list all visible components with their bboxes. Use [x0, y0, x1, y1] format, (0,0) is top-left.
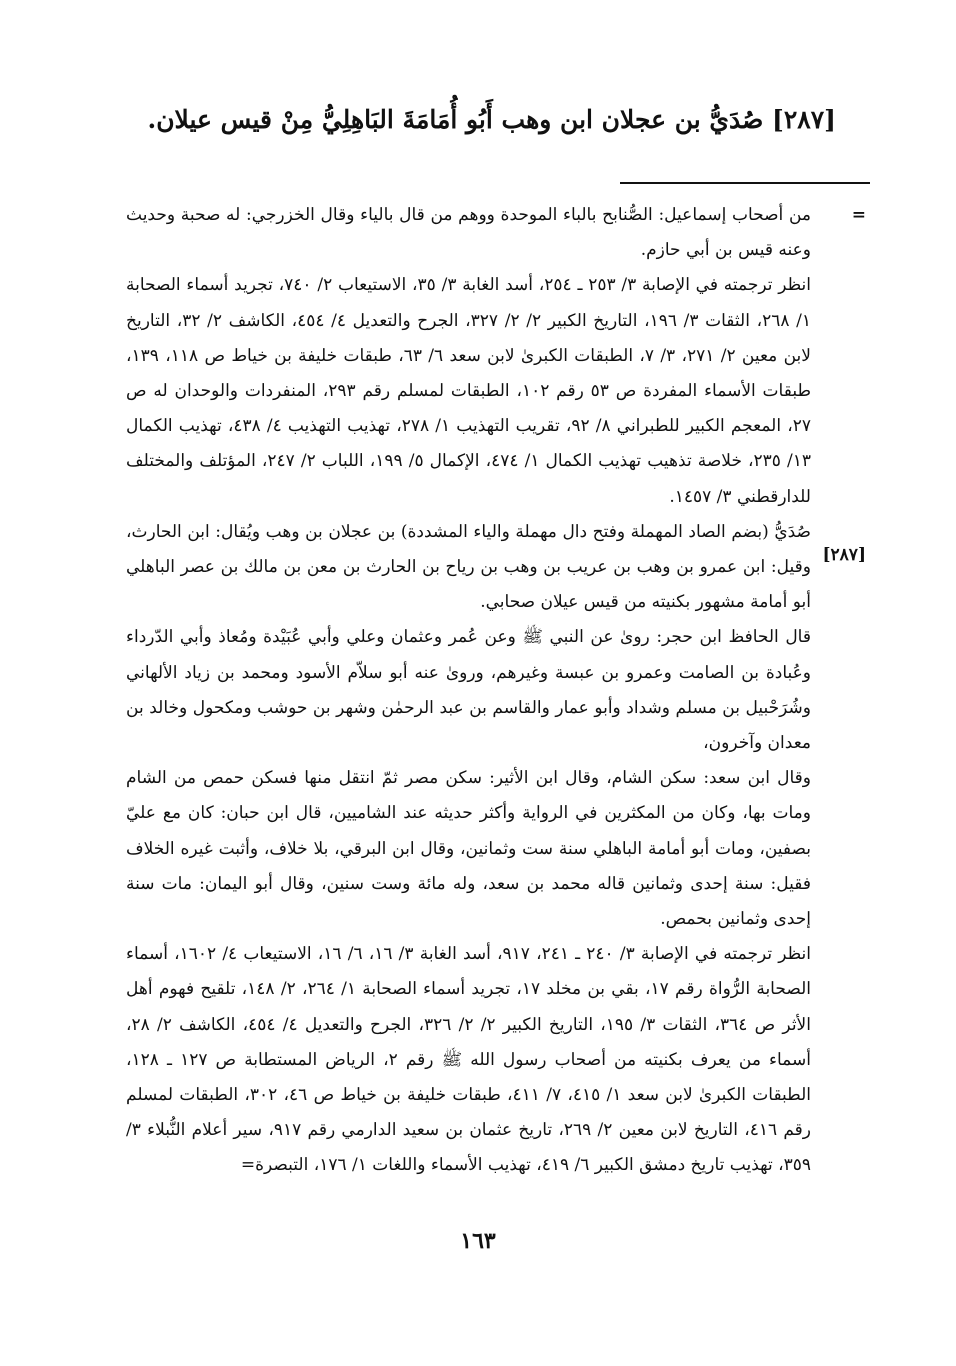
- footnote-paragraph: من أصحاب إسماعيل: الصُّنابح بالباء الموحدة ووهم من قال بالياء وقال الخزرجي: له صحبة وحديث وعنه قيس بن أبي حازم.: [126, 205, 811, 261]
- entry-paragraph: وقال ابن سعد: سكن الشام، وقال ابن الأثير: سكن مصر ثمّ انتقل منها فسكن حمص من الشام ومات بها، وكان من المكثرين في الرواية وأكثر حديثه عند الشاميين، قال ابن حبان: كان مع عليّ بصفين، ومات أبو أمامة الباهلي سنة ست وثمانين، وقال ابن البرقي، بلا خلاف، وأثبت غيره الخلاف فقيل: سنة إحدى وثمانين قاله محمد بن سعد، وله مائة وست سنين، وقال أبو اليمان: مات سنة إحدى وثمانين بحمص.: [126, 768, 811, 930]
- entry-heading: [٢٨٧] صُدَيُّ بن عجلان ابن وهب أَبُو أُمَامَةَ البَاهِلِيُّ مِنْ قيس عيلان.: [147, 105, 836, 134]
- page-number-text: ١٦٣: [460, 1228, 496, 1254]
- entry-paragraph: قال الحافظ ابن حجر: روىٰ عن النبي ﷺ وعن عُمر وعثمان وعلي وأبي عُبَيْدة ومُعاذ وأبي الدّرداء وعُبادة بن الصامت وعمرو بن عبسة وغيرهم، وروىٰ عنه أبو سلاّم الأسود ومحمد بن زياد الألهاني وشُرَحْبيل بن مسلم وشداد وأبو عمار والقاسم بن عبد الرحمٰن وشهر بن حوشب ومكحول وخالد بن معدان وآخرون،: [126, 627, 811, 754]
- entry-number-label: [٢٨٧]: [822, 545, 866, 565]
- entry-references: انظر ترجمته في الإصابة ٣/ ٢٤٠ ـ ٢٤١، ٩١٧، أسد الغابة ٣/ ١٦، ٦/ ١٦، الاستيعاب ٤/ ١٦٠٢، أسماء الصحابة الرُّواة رقم ١٧، بقي بن مخلد ١٧، تجريد أسماء الصحابة ١/ ٢٦٤، ٢/ ١٤٨، تلقيح فهوم أهل الأثر ص ٣٦٤، الثقات ٣/ ١٩٥، التاريخ الكبير ٢/ ٢/ ٣٢٦، الجرح والتعديل ٤/ ٤٥٤، الكاشف ٢/ ٢٨، أسماء من يعرف بكنيته من أصحاب رسول الله ﷺ رقم ٢، الرياض المستطابة ص ١٢٧ ـ ١٢٨، الطبقات الكبرىٰ لابن سعد ١/ ٤١٥، ٧/ ٤١١، طبقات خليفة بن خياط ص ٤٦، ٣٠٢، الطبقات لمسلم رقم ٤١٦، التاريخ لابن معين ٢/ ٢٦٩، تاريخ عثمان بن سعيد الدارمي رقم ٩١٧، سير أعلام النُّبلاء ٣/ ٣٥٩، تهذيب تاريخ دمشق الكبير ٦/ ٤١٩، تهذيب الأسماء واللغات ١/ ١٧٦، التبصرة=: [126, 944, 812, 1176]
- page-number: [0, 1228, 956, 1254]
- footnote-references: انظر ترجمته في الإصابة ٣/ ٢٥٣ ـ ٢٥٤، أسد الغابة ٣/ ٣٥، الاستيعاب ٢/ ٧٤٠، تجريد أسماء الصحابة ١/ ٢٦٨، الثقات ٣/ ١٩٦، التاريخ الكبير ٢/ ٢/ ٣٢٧، الجرح والتعديل ٤/ ٤٥٤، الكاشف ٢/ ٣٢، التاريخ لابن معين ٢/ ٢٧١، ٣/ ٧، الطبقات الكبرىٰ لابن سعد ٦/ ٦٣، طبقات خليفة بن خياط ص ١١٨، ١٣٩، طبقات الأسماء المفردة ص ٥٣ رقم ١٠٢، الطبقات لمسلم رقم ٢٩٣، المنفردات والوحدان له ص ٢٧، المعجم الكبير للطبراني ٨/ ٩٢، تقريب التهذيب ١/ ٢٧٨، تهذيب التهذيب ٤/ ٤٣٨، تهذيب الكمال ١٣/ ٢٣٥، خلاصة تذهيب تهذيب الكمال ١/ ٤٧٤، الإكمال ٥/ ١٩٩، اللباب ٢/ ٢٤٧، المؤتلف والمختلف للدارقطني ٣/ ١٤٥٧.: [126, 275, 812, 507]
- entry-paragraph: صُدَيُّ (بضم الصاد المهملة وفتح دال مهملة والياء المشددة) بن عجلان بن وهب ويُقال: ابن الحارث، وقيل: ابن عمرو بن وهب بن عريب بن وهب بن رياح بن الحارث بن معن بن مالك بن عصر الباهلي أبو أمامة مشهور بكنيته من قيس عيلان صحابي.: [126, 521, 811, 613]
- footnote-separator: [620, 182, 870, 184]
- footnotes: [126, 198, 811, 1184]
- continuation-marker: =: [851, 205, 866, 225]
